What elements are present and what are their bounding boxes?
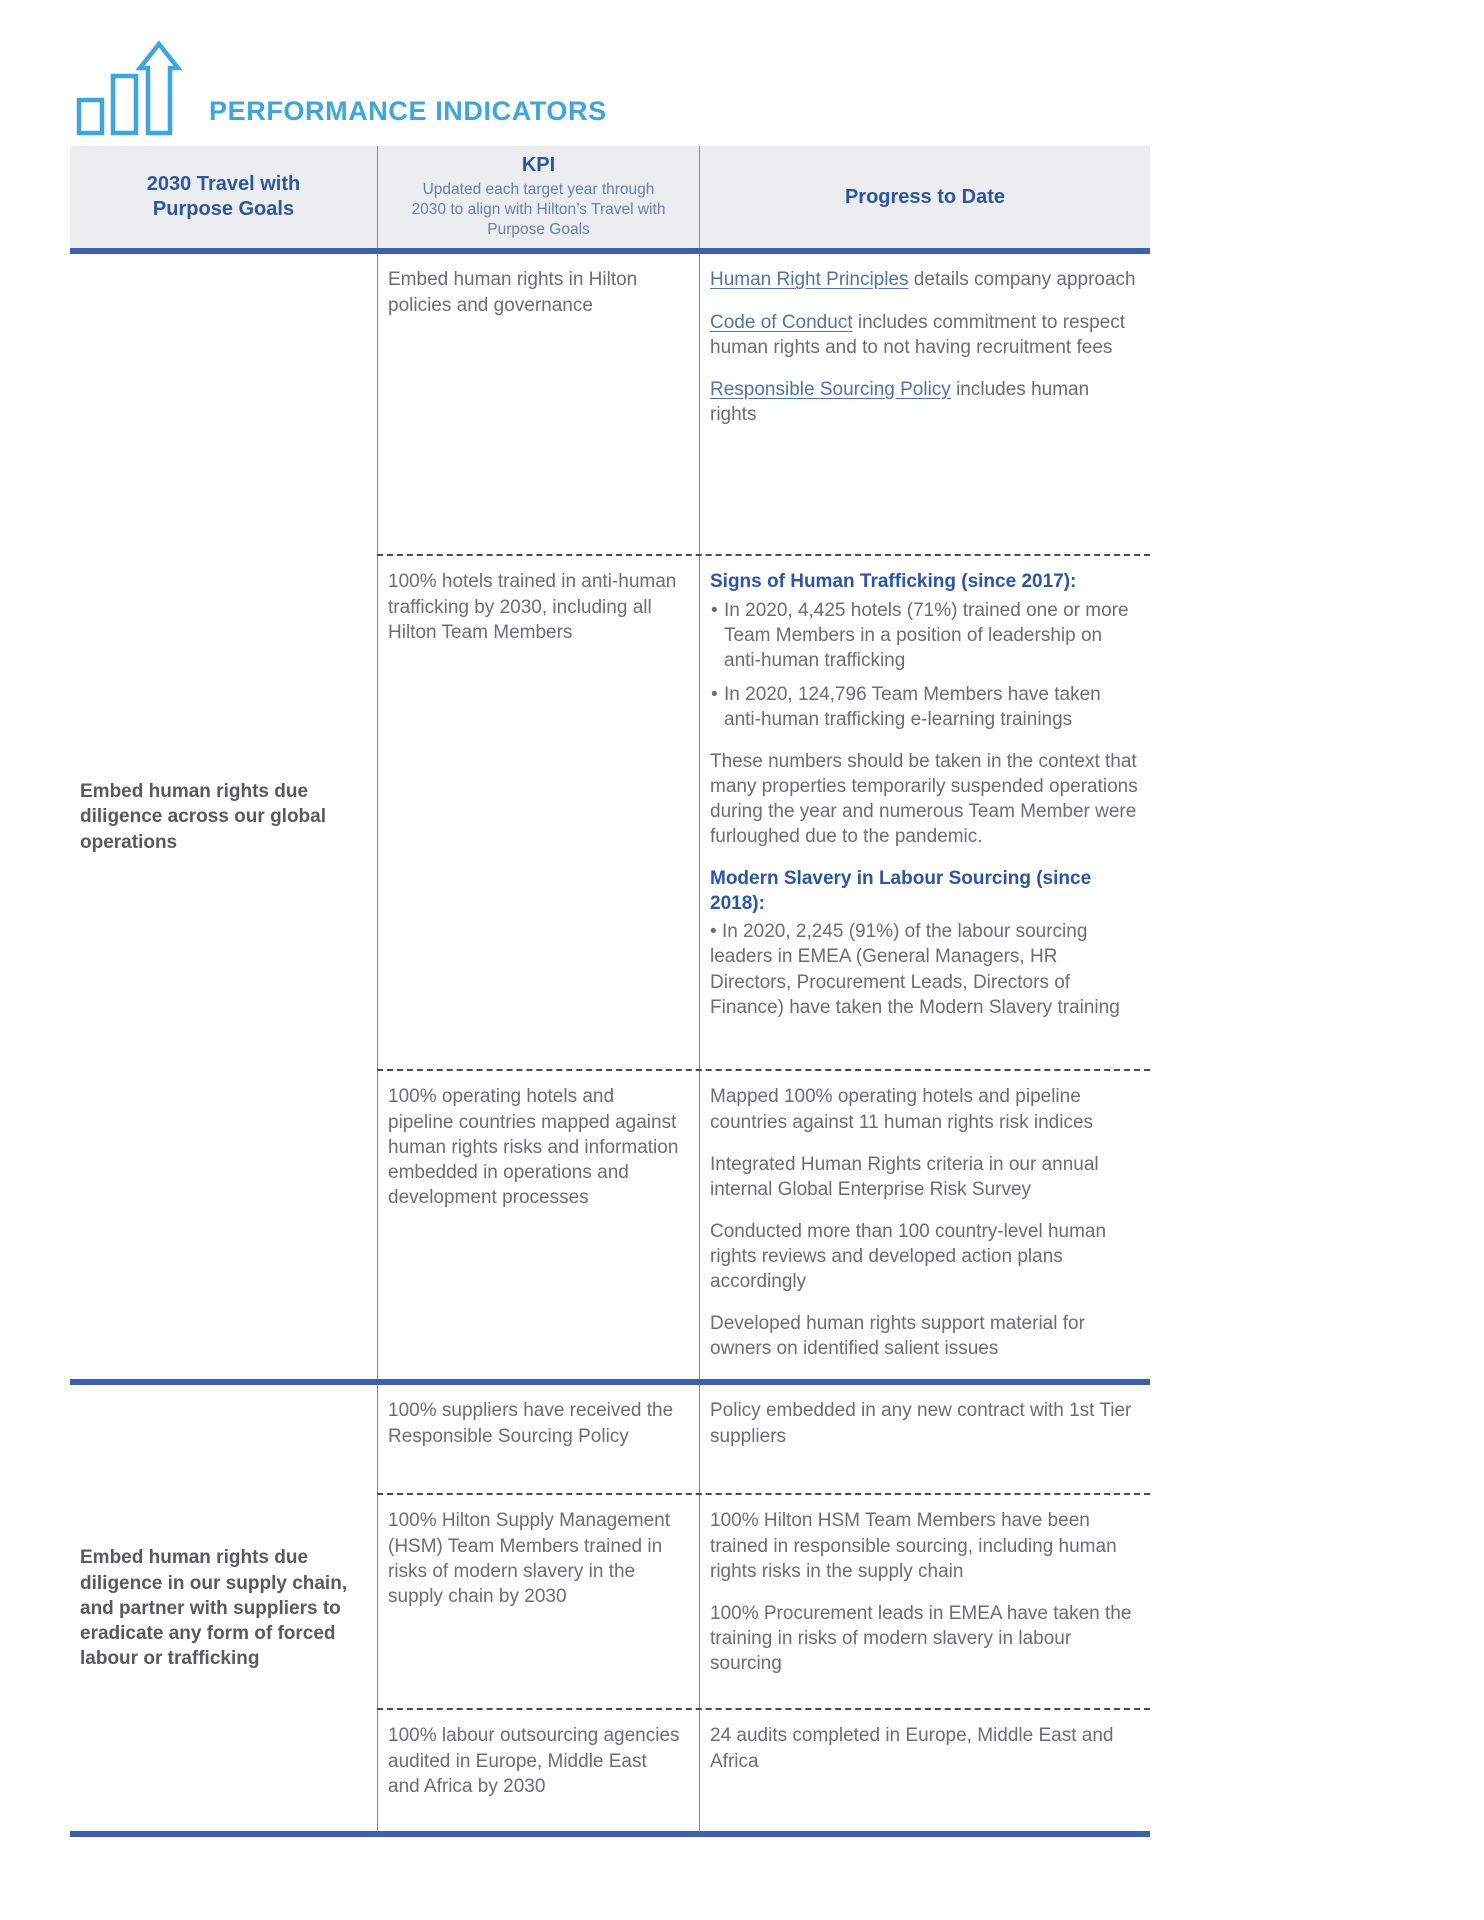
human-right-principles-link[interactable]: Human Right Principles bbox=[710, 269, 909, 291]
bullet-item: • In 2020, 124,796 Team Members have taken anti-human trafficking e-learning trainings bbox=[710, 682, 1138, 732]
progress-paragraph: Policy embedded in any new contract with 1st Tier suppliers bbox=[710, 1400, 1132, 1447]
kpi-cell bbox=[377, 1495, 700, 1708]
section-rows bbox=[377, 1385, 1150, 1831]
progress-paragraph: Developed human rights support material for owners on identified salient issues bbox=[710, 1312, 1085, 1360]
goal-cell bbox=[70, 254, 377, 1379]
progress-paragraph: These numbers should be taken in the context that many properties temporarily suspended operations during the year and numerous Team Member were furloughed due to the pandemic. bbox=[710, 750, 1138, 848]
progress-text: details company approach bbox=[908, 269, 1136, 291]
column-header-progress: Progress to Date bbox=[844, 185, 1006, 208]
progress-paragraph bbox=[710, 310, 1138, 360]
bullet-list bbox=[710, 598, 1138, 732]
table-header-row bbox=[70, 146, 1150, 254]
column-header-goals: 2030 Travel with Purpose Goals bbox=[146, 173, 301, 221]
kpi-text: 100% operating hotels and pipeline countries mapped against human rights risks and information embedded in operations and development processes bbox=[388, 1086, 679, 1208]
progress-cell bbox=[700, 254, 1150, 554]
progress-paragraph: 100% Hilton HSM Team Members have been trained in responsible sourcing, including human rights risks in the supply chain bbox=[710, 1510, 1117, 1582]
kpi-text: 100% Hilton Supply Management (HSM) Team Members trained in risks of modern slavery in the supply chain by 2030 bbox=[388, 1510, 671, 1607]
responsible-sourcing-policy-link[interactable]: Responsible Sourcing Policy bbox=[710, 378, 951, 400]
bullet-item: • In 2020, 2,245 (91%) of the labour sourcing leaders in EMEA (General Managers, HR Directors, Procurement Leads, Directors of Finance) have taken the Modern Slavery training bbox=[710, 919, 1138, 1019]
progress-group bbox=[710, 866, 1138, 1019]
progress-paragraph: 24 audits completed in Europe, Middle East and Africa bbox=[710, 1725, 1114, 1772]
progress-subheading: Modern Slavery in Labour Sourcing (since 2018): bbox=[710, 868, 1092, 915]
column-header-kpi bbox=[377, 146, 700, 248]
table-section-global-operations bbox=[70, 254, 1150, 1379]
kpi-cell bbox=[377, 1710, 700, 1831]
page-header bbox=[75, 40, 1484, 137]
kpi-text: 100% hotels trained in anti-human trafficking by 2030, including all Hilton Team Members bbox=[388, 571, 677, 643]
progress-cell bbox=[700, 1495, 1150, 1708]
page-title: PERFORMANCE INDICATORS bbox=[209, 96, 607, 126]
table-row bbox=[377, 1069, 1150, 1379]
kpi-header-note: Updated each target year through 2030 to align with Hilton’s Travel with Purpose Goals bbox=[411, 181, 666, 239]
kpi-cell bbox=[377, 1385, 700, 1493]
table-row bbox=[377, 1493, 1150, 1708]
progress-text: includes commitment to respect human rights and to not having recruitment fees bbox=[710, 311, 1126, 358]
bullet-item: • In 2020, 4,425 hotels (71%) trained one or more Team Members in a position of leadership on anti-human trafficking bbox=[710, 598, 1138, 673]
kpi-cell bbox=[377, 1071, 700, 1379]
progress-cell bbox=[700, 1385, 1150, 1493]
progress-group bbox=[710, 569, 1138, 731]
progress-cell bbox=[700, 1710, 1150, 1831]
section-rows bbox=[377, 254, 1150, 1379]
progress-cell bbox=[700, 556, 1150, 1069]
progress-subheading: Signs of Human Trafficking (since 2017): bbox=[710, 571, 1077, 593]
kpi-text: Embed human rights in Hilton policies and governance bbox=[388, 269, 638, 316]
progress-cell bbox=[700, 1071, 1150, 1379]
kpi-cell bbox=[377, 556, 700, 1069]
progress-paragraph: Integrated Human Rights criteria in our annual internal Global Enterprise Risk Survey bbox=[710, 1153, 1099, 1200]
table-row bbox=[377, 1385, 1150, 1493]
progress-paragraph bbox=[710, 267, 1138, 292]
progress-paragraph: Mapped 100% operating hotels and pipeline countries against 11 human rights risk indices bbox=[710, 1086, 1094, 1133]
kpi-text: 100% labour outsourcing agencies audited in Europe, Middle East and Africa by 2030 bbox=[388, 1725, 680, 1797]
table-row bbox=[377, 554, 1150, 1069]
kpi-text: 100% suppliers have received the Responsible Sourcing Policy bbox=[388, 1400, 674, 1447]
kpi-header-label: KPI bbox=[521, 154, 556, 176]
bar-chart-growth-icon bbox=[75, 40, 187, 137]
goal-text: Embed human rights due diligence across our global operations bbox=[80, 781, 327, 853]
code-of-conduct-link[interactable]: Code of Conduct bbox=[710, 311, 853, 333]
table-row bbox=[377, 1708, 1150, 1831]
table-row bbox=[377, 254, 1150, 554]
progress-paragraph bbox=[710, 377, 1138, 427]
kpi-cell bbox=[377, 254, 700, 554]
performance-indicators-table bbox=[70, 146, 1150, 1837]
bullet-list bbox=[710, 919, 1138, 1019]
progress-paragraph: 100% Procurement leads in EMEA have taken the training in risks of modern slavery in labour sourcing bbox=[710, 1602, 1132, 1674]
goal-text: Embed human rights due diligence in our supply chain, and partner with suppliers to eradicate any form of forced labour or trafficking bbox=[80, 1547, 348, 1670]
progress-paragraph: Conducted more than 100 country-level human rights reviews and developed action plans accordingly bbox=[710, 1220, 1107, 1292]
progress-text: includes human rights bbox=[710, 378, 1090, 425]
goal-cell bbox=[70, 1385, 377, 1831]
table-section-supply-chain bbox=[70, 1379, 1150, 1831]
